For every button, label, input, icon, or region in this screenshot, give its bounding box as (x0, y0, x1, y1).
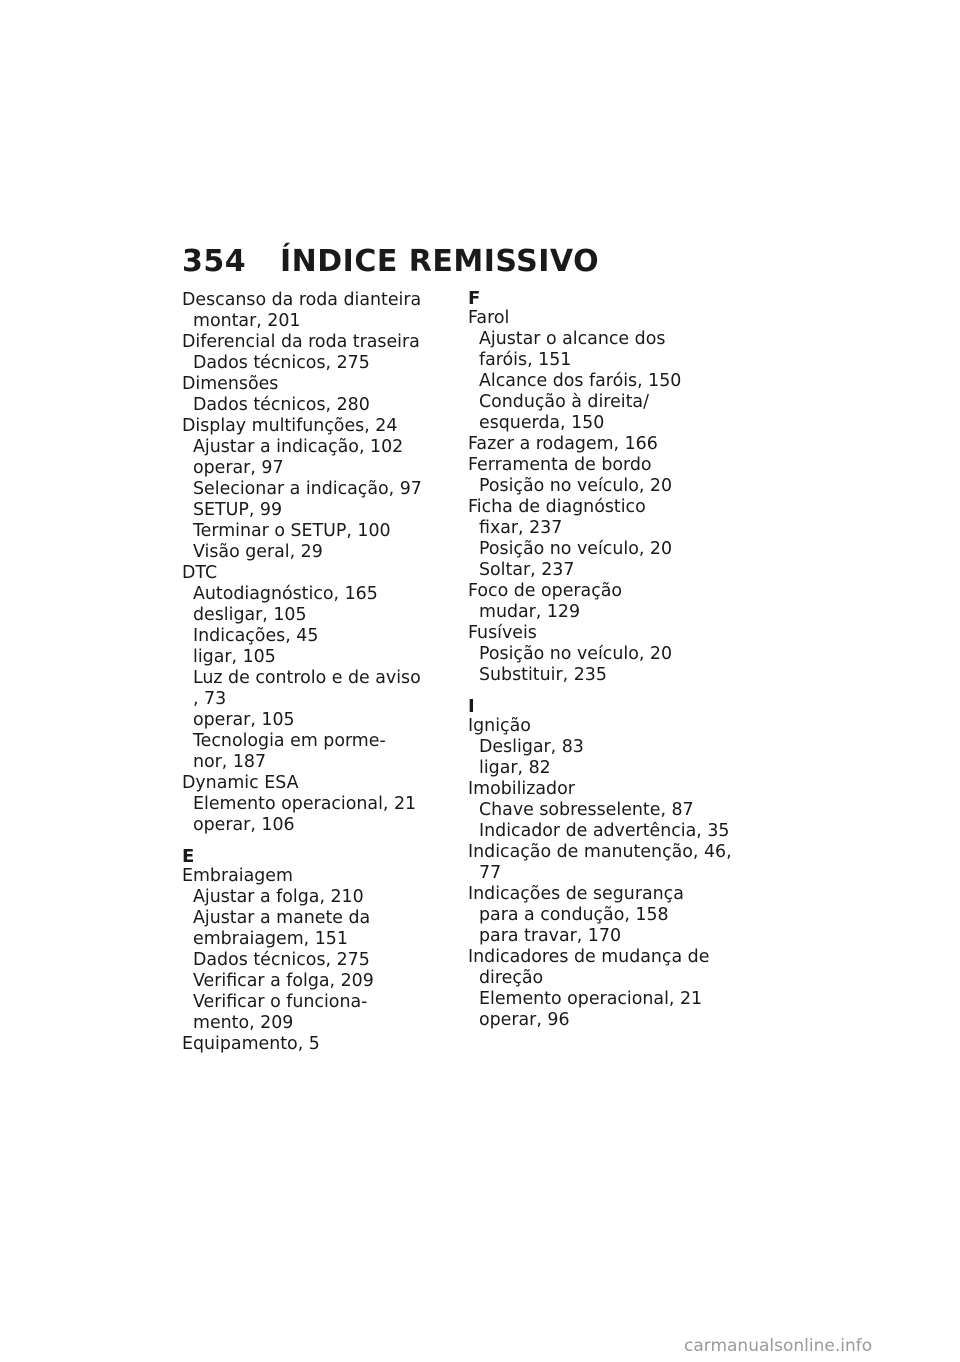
index-section-letter: E (182, 846, 195, 867)
index-subentry: operar, 105 (193, 710, 295, 730)
index-subentry: Dados técnicos, 275 (193, 950, 370, 970)
index-subentry: ligar, 105 (193, 647, 276, 667)
index-subentry: Desligar, 83 (479, 737, 584, 757)
index-subentry: Elemento operacional, 21 (479, 989, 703, 1009)
index-entry: Descanso da roda dianteira (182, 290, 422, 310)
index-subentry: operar, 97 (193, 458, 284, 478)
index-entry: Dimensões (182, 374, 279, 394)
index-entry: Foco de operação (468, 581, 623, 601)
index-subentry: Posição no veículo, 20 (479, 644, 673, 664)
index-subentry: Alcance dos faróis, 150 (479, 371, 682, 391)
index-subentry: Ajustar a folga, 210 (193, 887, 364, 907)
index-subentry: Soltar, 237 (479, 560, 575, 580)
index-entry: Ignição (468, 716, 531, 736)
index-subentry: Posição no veículo, 20 (479, 539, 673, 559)
index-subentry: embraiagem, 151 (193, 929, 348, 949)
index-subentry: Verificar a folga, 209 (193, 971, 374, 991)
index-subentry: fixar, 237 (479, 518, 563, 538)
index-entry: DTC (182, 563, 218, 583)
index-subentry: Indicador de advertência, 35 (479, 821, 730, 841)
index-subentry: Indicações, 45 (193, 626, 319, 646)
index-subentry: Verificar o funciona- (193, 992, 368, 1012)
watermark-text[interactable]: carmanualsonline.info (684, 1336, 873, 1356)
page-header (182, 244, 599, 279)
index-subentry: para a condução, 158 (479, 905, 669, 925)
index-section-letter: I (468, 696, 475, 717)
index-subentry: para travar, 170 (479, 926, 622, 946)
index-subentry: Dados técnicos, 280 (193, 395, 370, 415)
index-subentry: direção (479, 968, 544, 988)
index-subentry: Condução à direita/ (479, 392, 649, 412)
index-subentry: desligar, 105 (193, 605, 307, 625)
index-entry: Indicação de manutenção, 46, (468, 842, 732, 862)
index-subentry: , 73 (193, 689, 227, 709)
index-section-letter: F (468, 288, 481, 309)
page-title: ÍNDICE REMISSIVO (280, 244, 600, 279)
index-subentry: operar, 106 (193, 815, 295, 835)
index-entry: Ficha de diagnóstico (468, 497, 646, 517)
index-entry: Equipamento, 5 (182, 1034, 320, 1054)
index-subentry: Selecionar a indicação, 97 (193, 479, 422, 499)
index-entry: Embraiagem (182, 866, 293, 886)
index-subentry: mento, 209 (193, 1013, 294, 1033)
index-entry: Diferencial da roda traseira (182, 332, 420, 352)
index-entry: Imobilizador (468, 779, 575, 799)
index-entry: Ferramenta de bordo (468, 455, 652, 475)
index-subentry: Luz de controlo e de aviso (193, 668, 421, 688)
index-subentry: Autodiagnóstico, 165 (193, 584, 378, 604)
index-subentry: Ajustar o alcance dos (479, 329, 666, 349)
index-subentry: operar, 96 (479, 1010, 570, 1030)
index-subentry: 77 (479, 863, 502, 883)
index-subentry: Posição no veículo, 20 (479, 476, 673, 496)
index-entry: Display multifunções, 24 (182, 416, 398, 436)
index-subentry: Terminar o SETUP, 100 (193, 521, 391, 541)
index-column-left (182, 290, 432, 1055)
index-subentry: faróis, 151 (479, 350, 572, 370)
index-subentry: SETUP, 99 (193, 500, 283, 520)
index-entry: Fazer a rodagem, 166 (468, 434, 658, 454)
index-subentry: ligar, 82 (479, 758, 551, 778)
index-subentry: Elemento operacional, 21 (193, 794, 417, 814)
index-entry: Indicadores de mudança de (468, 947, 710, 967)
index-subentry: Chave sobresselente, 87 (479, 800, 694, 820)
index-subentry: Visão geral, 29 (193, 542, 323, 562)
index-subentry: esquerda, 150 (479, 413, 605, 433)
index-subentry: nor, 187 (193, 752, 267, 772)
index-subentry: Dados técnicos, 275 (193, 353, 370, 373)
index-subentry: Substituir, 235 (479, 665, 607, 685)
page-number: 354 (182, 244, 247, 279)
index-subentry: Tecnologia em porme- (193, 731, 386, 751)
index-column-right (468, 290, 730, 1031)
index-entry: Fusíveis (468, 623, 537, 643)
index-subentry: Ajustar a manete da (193, 908, 371, 928)
index-subentry: Ajustar a indicação, 102 (193, 437, 404, 457)
index-subentry: montar, 201 (193, 311, 301, 331)
index-entry: Indicações de segurança (468, 884, 684, 904)
index-subentry: mudar, 129 (479, 602, 581, 622)
index-entry: Farol (468, 308, 510, 328)
index-entry: Dynamic ESA (182, 773, 299, 793)
